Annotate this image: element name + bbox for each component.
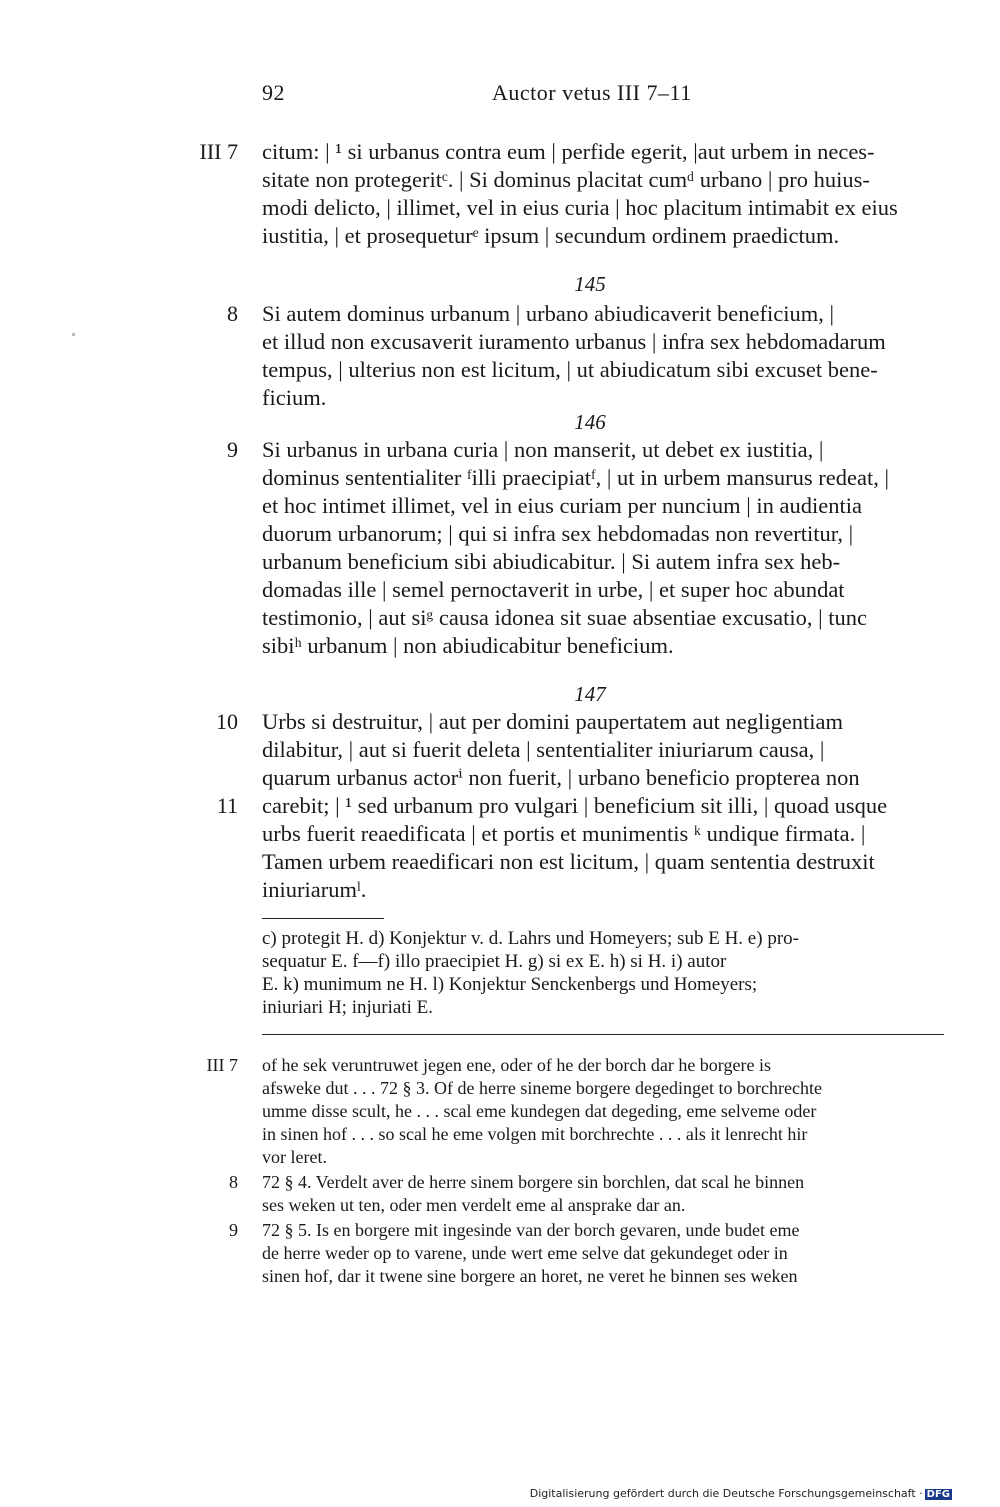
section-number-146: 146 [574, 410, 606, 434]
text-line: et hoc intimet illimet, vel in eius curiam per nuncium | in audientia [262, 493, 862, 518]
text-line: domadas ille | semel pernoctaverit in urbe, | et super hoc abundat [262, 577, 845, 602]
section-mark-9: 9 [227, 437, 238, 462]
digitization-credit [530, 1487, 952, 1500]
section-number-145: 145 [574, 272, 606, 296]
page-number: 92 [262, 80, 285, 105]
dfg-logo: DFG [926, 1489, 950, 1500]
gloss-line: of he sek veruntruwet jegen ene, oder of he der borch dar he borgere is [262, 1055, 771, 1075]
footnote-divider [262, 918, 384, 919]
text-line: tempus, | ulterius non est licitum, | ut abiudicatum sibi excuset bene- [262, 357, 878, 382]
text-line: ficium. [262, 385, 327, 410]
text-line: Si urbanus in urbana curia | non manserit, ut debet ex iustitia, | [262, 437, 824, 462]
text-line: testimonio, | aut siᵍ causa idonea sit suae absentiae excusatio, | tunc [262, 605, 867, 630]
text-line: dilabitur, | aut si fuerit deleta | sententialiter iniuriarum causa, | [262, 737, 825, 762]
footnote-line: c) protegit H. d) Konjektur v. d. Lahrs und Homeyers; sub E H. e) pro- [262, 928, 799, 949]
gloss-line: afsweke dut . . . 72 § 3. Of de herre sineme borgere degedinget to borchrechte [262, 1078, 822, 1098]
text-line: quarum urbanus actorⁱ non fuerit, | urbano beneficio propterea non [262, 765, 860, 790]
text-line: et illud non excusaverit iuramento urbanus | infra sex hebdomadarum [262, 329, 886, 354]
running-head: Auctor vetus III 7–11 [492, 80, 692, 105]
gloss-line: umme disse scult, he . . . scal eme kundegen dat degeding, eme selveme oder [262, 1101, 817, 1121]
scan-speck [72, 333, 75, 336]
gloss-mark-8: 8 [229, 1172, 238, 1192]
section-number-147: 147 [574, 682, 606, 706]
section-mark-11: 11 [216, 793, 238, 818]
text-line: iustitia, | et prosequeturᵉ ipsum | secundum ordinem praedictum. [262, 223, 840, 248]
section-mark-8: 8 [227, 301, 238, 326]
gloss-mark-9: 9 [229, 1220, 238, 1240]
text-line: Si autem dominus urbanum | urbano abiudicaverit beneficium, | [262, 301, 834, 326]
text-line: urbanum beneficium sibi abiudicabitur. | Si autem infra sex heb- [262, 549, 841, 574]
footnote-line: E. k) munimum ne H. l) Konjektur Senckenbergs und Homeyers; [262, 974, 758, 995]
text-line: Urbs si destruitur, | aut per domini paupertatem aut negligentiam [262, 709, 843, 734]
text-line: urbs fuerit reaedificata | et portis et munimentis ᵏ undique firmata. | [262, 821, 866, 846]
gloss-line: vor leret. [262, 1147, 327, 1167]
text-line: modi delicto, | illimet, vel in eius curia | hoc placitum intimabit ex eius [262, 195, 898, 220]
text-line: dominus sententialiter ᶠilli praecipiatᶠ, | ut in urbem mansurus redeat, | [262, 465, 889, 490]
credit-text: Digitalisierung gefördert durch die Deutsche Forschungsgemeinschaft · [529, 1487, 923, 1500]
gloss-line: sinen hof, dar it twene sine borgere an horet, ne veret he binnen ses weken [262, 1266, 798, 1286]
section-mark-10: 10 [216, 709, 238, 734]
text-line: duorum urbanorum; | qui si infra sex hebdomadas non revertitur, | [262, 521, 854, 546]
text-line: Tamen urbem reaedificari non est licitum, | quam sententia destruxit [262, 849, 875, 874]
gloss-divider [262, 1034, 944, 1035]
footnote-line: iniuriari H; injuriati E. [262, 997, 433, 1018]
section-mark-III-7: III 7 [199, 139, 238, 164]
text-line: sibiʰ urbanum | non abiudicabitur beneficium. [262, 633, 674, 658]
gloss-line: 72 § 4. Verdelt aver de herre sinem borgere sin borchlen, dat scal he binnen [262, 1172, 805, 1192]
footnote-line: sequatur E. f—f) illo praecipiet H. g) si ex E. h) si H. i) autor [262, 951, 727, 972]
text-line: citum: | ¹ si urbanus contra eum | perfide egerit, |aut urbem in neces- [262, 139, 875, 164]
gloss-mark-III-7: III 7 [206, 1055, 238, 1075]
text-line: iniuriarumˡ. [262, 877, 367, 902]
text-line: carebit; | ¹ sed urbanum pro vulgari | beneficium sit illi, | quoad usque [262, 793, 888, 818]
gloss-line: de herre weder op to varene, unde wert eme selve dat gekundeget oder in [262, 1243, 788, 1263]
gloss-line: ses weken ut ten, oder men verdelt eme al ansprake dar an. [262, 1195, 686, 1215]
gloss-line: in sinen hof . . . so scal he eme volgen mit borchrechte . . . als it lenrecht hir [262, 1124, 808, 1144]
gloss-line: 72 § 5. Is en borgere mit ingesinde van der borch gevaren, unde budet eme [262, 1220, 800, 1240]
text-line: sitate non protegeritᶜ. | Si dominus placitat cumᵈ urbano | pro huius- [262, 167, 870, 192]
